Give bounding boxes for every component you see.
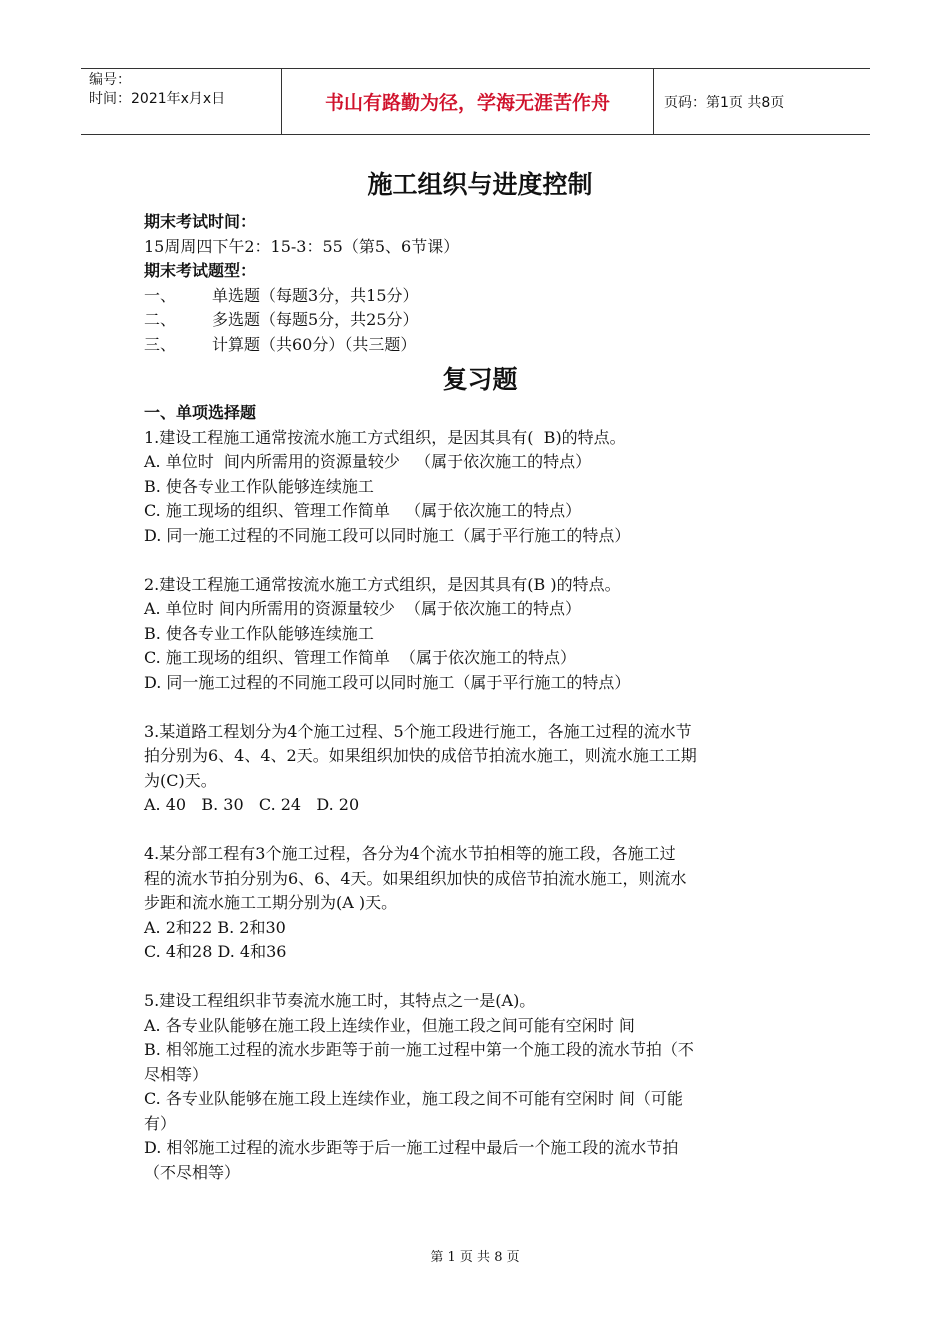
question-option: C. 各专业队能够在施工段上连续作业，施工段之间不可能有空闲时 间（可能 [144,1089,683,1108]
question-option: C. 施工现场的组织、管理工作简单 （属于依次施工的特点） [144,648,577,667]
document-title: 施工组织与进度控制 [367,170,593,199]
exam-type-item [144,284,816,309]
question-option: B. 使各专业工作队能够连续施工 [144,623,374,643]
exam-time-label: 期末考试时间： [144,212,257,231]
question-block [144,842,816,965]
review-title: 复习题 [442,365,518,394]
question-option: C. 施工现场的组织、管理工作简单 （属于依次施工的特点） [144,501,582,520]
question-option: D. 同一施工过程的不同施工段可以同时施工（属于平行施工的特点） [144,525,631,545]
question-option: A. 单位时 间内所需用的资源量较少 （属于依次施工的特点） [144,599,581,618]
exam-type-item [144,333,816,358]
document-body [144,168,816,1185]
header-meta [81,69,281,134]
question-block [144,989,816,1185]
header-page-info: 页码：第1页 共8页 [664,94,785,111]
question-stem: 5.建设工程组织非节奏流水施工时，其特点之一是(A)。 [144,991,536,1010]
exam-type-text: 计算题（共60分）（共三题） [212,334,417,354]
exam-type-text: 多选题（每题5分，共25分） [212,310,419,329]
page-footer: 第 1 页 共 8 页 [430,1250,520,1265]
question-option: A. 40 B. 30 C. 24 D. 20 [144,795,360,814]
exam-time-value: 15周周四下午2：15-3：55（第5、6节课） [144,236,460,256]
section-heading: 一、单项选择题 [144,403,257,422]
question-option: D. 相邻施工过程的流水步距等于后一施工过程中最后一个施工段的流水节拍 [144,1138,679,1157]
question-option: A. 2和22 B. 2和30 [144,917,286,937]
question-option: B. 使各专业工作队能够连续施工 [144,476,374,496]
question-spacer [144,818,816,843]
document-header [81,68,870,135]
question-option: 尽相等） [144,1064,209,1084]
question-stem: 为(C)天。 [144,770,217,790]
header-date: 时间：2021年x月x日 [89,91,226,107]
question-block [144,573,816,696]
question-option: A. 单位时 间内所需用的资源量较少 （属于依次施工的特点） [144,452,592,471]
exam-types-label: 期末考试题型： [144,261,257,280]
question-stem: 拍分别为6、4、4、2天。如果组织加快的成倍节拍流水施工，则流水施工工期 [144,746,697,765]
question-block [144,720,816,818]
exam-type-num: 三、 [144,334,177,354]
question-stem: 程的流水节拍分别为6、6、4天。如果组织加快的成倍节拍流水施工，则流水 [144,868,687,888]
question-stem: 3.某道路工程划分为4个施工过程、5个施工段进行施工，各施工过程的流水节 [144,721,692,741]
question-option: B. 相邻施工过程的流水步距等于前一施工过程中第一个施工段的流水节拍（不 [144,1040,694,1059]
question-stem: 步距和流水施工工期分别为(A )天。 [144,893,398,912]
question-option: （不尽相等） [144,1162,241,1182]
question-option: A. 各专业队能够在施工段上连续作业，但施工段之间可能有空闲时 间 [144,1015,635,1035]
question-option: 有） [144,1113,177,1133]
question-option: D. 同一施工过程的不同施工段可以同时施工（属于平行施工的特点） [144,672,631,692]
exam-type-num: 二、 [144,310,177,329]
header-motto-cell [281,69,654,134]
question-stem: 1.建设工程施工通常按流水施工方式组织，是因其具有( B)的特点。 [144,427,626,447]
question-block [144,426,816,549]
question-spacer [144,548,816,573]
exam-type-item [144,308,816,333]
header-number: 编号： [89,72,131,88]
question-list [144,426,816,1186]
question-spacer [144,695,816,720]
question-option: C. 4和28 D. 4和36 [144,942,287,961]
exam-type-text: 单选题（每题3分，共15分） [212,285,419,305]
question-spacer [144,965,816,990]
question-stem: 2.建设工程施工通常按流水施工方式组织，是因其具有(B )的特点。 [144,574,621,594]
question-stem: 4.某分部工程有3个施工过程，各分为4个流水节拍相等的施工段，各施工过 [144,844,676,863]
exam-type-num: 一、 [144,285,177,305]
header-motto: 书山有路勤为径，学海无涯苦作舟 [324,92,610,114]
